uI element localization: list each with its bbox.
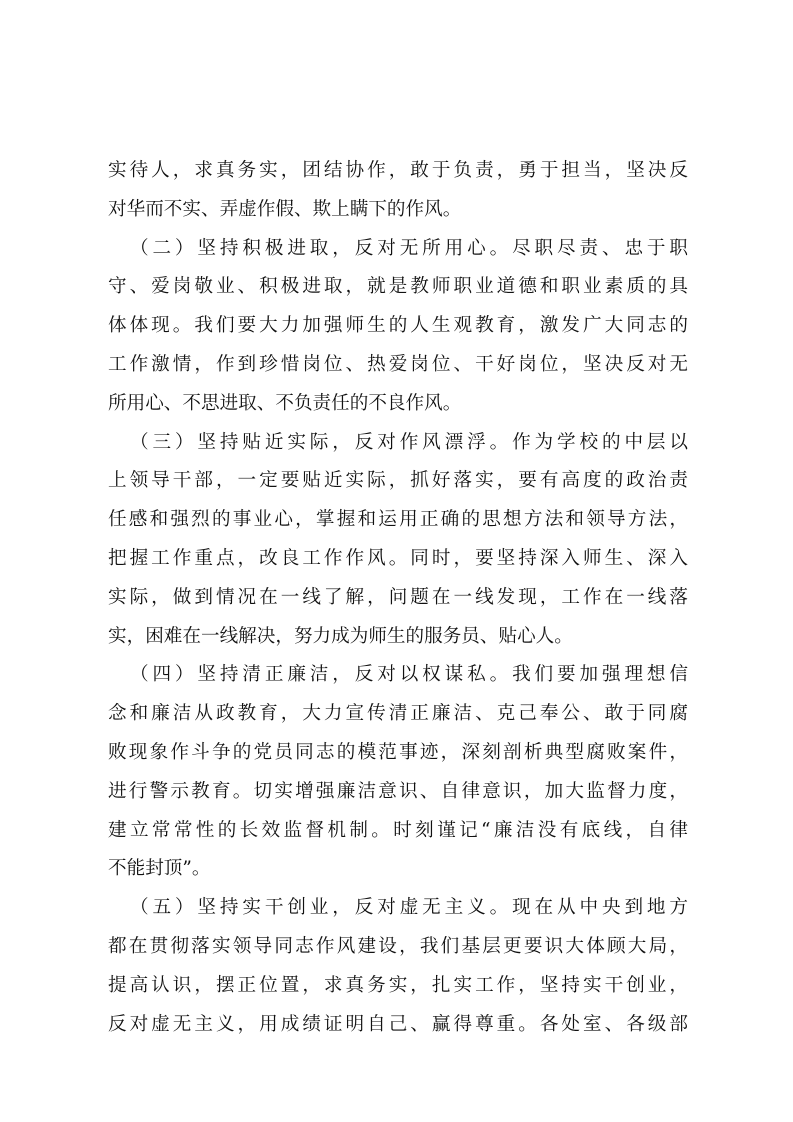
text-line: 任感和强烈的事业心，掌握和运用正确的思想方法和领导方法，	[108, 509, 688, 531]
text-line: 对华而不实、弄虚作假、欺上瞒下的作风。	[108, 198, 462, 220]
text-line: （二）坚持积极进取，反对无所用心。尽职尽责、忠于职	[130, 237, 688, 259]
text-line: 体体现。我们要大力加强师生的人生观教育，激发广大同志的	[108, 315, 688, 337]
text-line: （四）坚持清正廉洁，反对以权谋私。我们要加强理想信	[130, 664, 688, 686]
text-line: 提高认识，摆正位置，求真务实，扎实工作，坚持实干创业，	[108, 974, 688, 996]
text-line: 都在贯彻落实领导同志作风建设，我们基层更要识大体顾大局，	[108, 935, 688, 957]
text-line: 实际，做到情况在一线了解，问题在一线发现，工作在一线落	[108, 586, 688, 608]
text-line: 工作激情，作到珍惜岗位、热爱岗位、干好岗位，坚决反对无	[108, 353, 688, 375]
text-line: 把握工作重点，改良工作作风。同时，要坚持深入师生、深入	[108, 547, 688, 569]
text-line: 守、爱岗敬业、积极进取，就是教师职业道德和职业素质的具	[108, 276, 688, 298]
text-line: （五）坚持实干创业，反对虚无主义。现在从中央到地方	[130, 897, 688, 919]
text-line: 进行警示教育。切实增强廉洁意识、自律意识，加大监督力度，	[108, 780, 688, 802]
text-line: 上领导干部，一定要贴近实际，抓好落实，要有高度的政治责	[108, 470, 688, 492]
text-line: 败现象作斗争的党员同志的模范事迹，深刻剖析典型腐败案件，	[108, 741, 688, 763]
text-line: 建立常常性的长效监督机制。时刻谨记“廉洁没有底线，自律	[108, 819, 688, 841]
text-line: （三）坚持贴近实际，反对作风漂浮。作为学校的中层以	[130, 431, 688, 453]
text-line: 实，困难在一线解决，努力成为师生的服务员、贴心人。	[108, 625, 573, 647]
text-line: 反对虚无主义，用成绩证明自己、赢得尊重。各处室、各级部	[108, 1013, 688, 1035]
text-line: 实待人，求真务实，团结协作，敢于负责，勇于担当，坚决反	[108, 160, 688, 181]
text-line: 所用心、不思进取、不负责任的不良作风。	[108, 392, 462, 414]
document-body	[108, 152, 688, 1044]
text-line: 念和廉洁从政教育，大力宣传清正廉洁、克己奉公、敢于同腐	[108, 703, 688, 725]
text-line: 不能封顶”。	[108, 858, 211, 880]
